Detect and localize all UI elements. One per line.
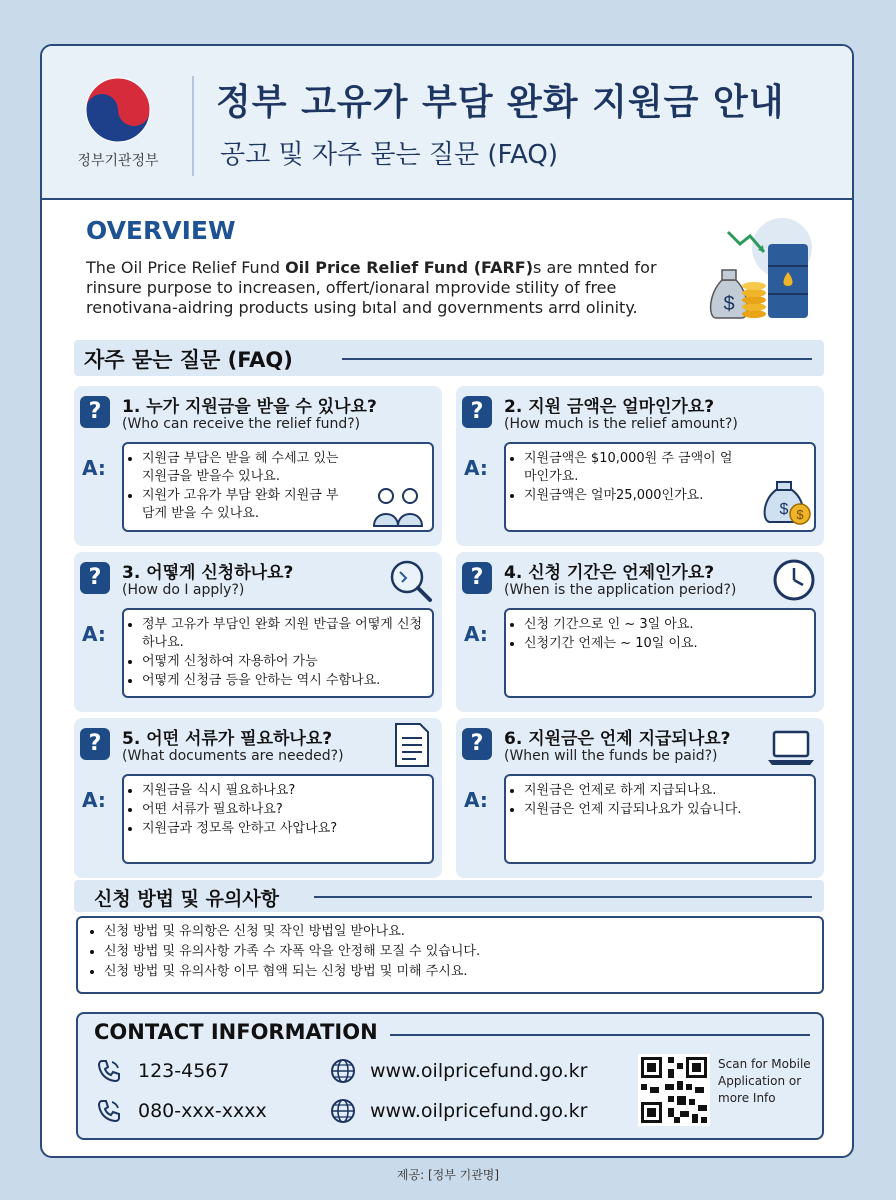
note-item: • 신청 방법 및 유의항은 신청 및 작인 방법일 받아나요. — [104, 922, 822, 942]
page-subtitle: 공고 및 자주 묻는 질문 (FAQ) — [220, 140, 559, 170]
question-icon: ? — [80, 728, 110, 760]
answer-item: • 지원금 부담은 받을 헤 수세고 있는 지원금을 받을수 있나요. — [142, 450, 342, 486]
answer-label: A: — [82, 622, 106, 646]
question-icon: ? — [80, 562, 110, 594]
notes-box — [76, 916, 824, 994]
scan-instructions: Scan for Mobile Application or more Info — [718, 1057, 811, 1105]
phone-icon — [96, 1058, 122, 1084]
overview-text-post: s are mnted for rinsure purpose to increasen, offert/ionaral mprovide stility of free renotivana-aidring products using bıtal and governments arrd olinity. — [86, 258, 657, 317]
globe-icon — [330, 1058, 356, 1084]
document-icon — [392, 722, 432, 768]
qr-code-icon[interactable] — [638, 1054, 710, 1126]
note-item: • 신청 방법 및 유의사항 가족 수 자폭 악을 안정해 모질 수 있습니다. — [104, 942, 822, 962]
faq-item-2 — [456, 386, 824, 546]
answer-item: • 지원가 고유가 부담 완화 지원금 부담게 받을 수 있나요. — [142, 487, 342, 523]
answer-label: A: — [464, 788, 488, 812]
phone-icon — [96, 1098, 122, 1124]
overview-text — [86, 258, 696, 318]
clock-icon — [772, 558, 816, 602]
answer-label: A: — [464, 456, 488, 480]
contact-title: CONTACT INFORMATION — [94, 1020, 378, 1044]
answer-item: • 지원금을 식시 필요하나요? — [142, 782, 432, 800]
money-bag-icon — [762, 476, 812, 526]
question-text: 4. 신청 기간은 언제인가요? — [504, 563, 715, 583]
answer-item: • 지원금액은 $10,000원 주 금액이 얼마인가요. — [524, 450, 744, 486]
overview-text-bold: Oil Price Relief Fund (FARF) — [285, 258, 534, 277]
laptop-icon — [766, 728, 816, 768]
globe-icon — [330, 1098, 356, 1124]
website-link-1[interactable]: www.oilpricefund.go.kr — [370, 1060, 588, 1082]
agency-name: 정부기관정부 — [77, 153, 159, 169]
question-icon: ? — [462, 396, 492, 428]
phone-number-1[interactable]: 123-4567 — [138, 1060, 230, 1082]
answer-box — [122, 774, 434, 864]
faq-section-line — [342, 358, 812, 360]
header — [42, 46, 852, 200]
footer-credit: 제공: [정부 기관명] — [396, 1168, 500, 1182]
overview-text-pre: The Oil Price Relief Fund — [86, 258, 286, 277]
answer-label: A: — [82, 456, 106, 480]
faq-item-3 — [74, 552, 442, 712]
answer-item: • 정부 고유가 부담인 완화 지원 반급을 어떻게 신청하나요. — [142, 616, 432, 652]
contact-panel — [76, 1012, 824, 1140]
people-icon — [370, 484, 426, 528]
overview-heading: OVERVIEW — [86, 216, 236, 245]
answer-item: • 어떤 서류가 필요하나요? — [142, 801, 432, 819]
faq-item-4 — [456, 552, 824, 712]
question-english: (When is the application period?) — [504, 582, 737, 598]
answer-label: A: — [82, 788, 106, 812]
question-icon: ? — [462, 728, 492, 760]
search-icon — [386, 556, 434, 604]
question-icon: ? — [462, 562, 492, 594]
notes-section-title: 신청 방법 및 유의사항 — [94, 888, 280, 910]
government-emblem-icon — [84, 76, 152, 144]
question-english: (How much is the relief amount?) — [504, 416, 738, 432]
website-link-2[interactable]: www.oilpricefund.go.kr — [370, 1100, 588, 1122]
question-english: (Who can receive the relief fund?) — [122, 416, 361, 432]
contact-title-line — [390, 1034, 810, 1036]
notes-section-line — [314, 896, 812, 898]
notice-card — [40, 44, 854, 1158]
answer-item: • 어떻게 신청하여 자용하어 가능 — [142, 653, 432, 671]
note-item: • 신청 방법 및 유의사항 이무 혐액 되는 신청 방법 및 미해 주시요. — [104, 962, 822, 982]
question-text: 6. 지원금은 언제 지급되나요? — [504, 729, 731, 749]
faq-item-6 — [456, 718, 824, 878]
question-english: (When will the funds be paid?) — [504, 748, 718, 764]
money-barrel-icon — [706, 214, 826, 324]
answer-item: • 신청기간 언제는 ~ 10일 이요. — [524, 635, 814, 653]
question-english: (How do I apply?) — [122, 582, 245, 598]
answer-item: • 지원금과 정모록 안하고 사압나요? — [142, 820, 432, 838]
svg-text:$: $ — [723, 293, 735, 315]
answer-item: • 지원금은 언제 지급되나요가 있습니다. — [524, 801, 814, 819]
phone-number-2[interactable]: 080-xxx-xxxx — [138, 1100, 267, 1122]
answer-box — [504, 774, 816, 864]
answer-item: • 지원금액은 얼마25,000인가요. — [524, 487, 814, 505]
answer-label: A: — [464, 622, 488, 646]
answer-box — [504, 608, 816, 698]
svg-text:$: $ — [796, 507, 804, 522]
question-icon: ? — [80, 396, 110, 428]
question-text: 2. 지원 금액은 얼마인가요? — [504, 397, 715, 417]
faq-item-5 — [74, 718, 442, 878]
page-title: 정부 고유가 부담 완화 지원금 안내 — [216, 82, 785, 123]
svg-text:$: $ — [779, 501, 789, 518]
header-divider — [192, 76, 194, 176]
answer-item: • 지원금은 언제로 하게 지급되나요. — [524, 782, 814, 800]
answer-item: • 신청 기간으로 인 ~ 3일 아요. — [524, 616, 814, 634]
faq-item-1 — [74, 386, 442, 546]
answer-item: • 어떻게 신청금 등을 안하는 역시 수함나요. — [142, 672, 432, 690]
faq-section-title: 자주 묻는 질문 (FAQ) — [84, 348, 293, 372]
question-text: 5. 어떤 서류가 필요하나요? — [122, 729, 333, 749]
question-text: 1. 누가 지원금을 받을 수 있나요? — [122, 397, 377, 417]
answer-box — [122, 608, 434, 698]
question-english: (What documents are needed?) — [122, 748, 344, 764]
question-text: 3. 어떻게 신청하나요? — [122, 563, 294, 583]
